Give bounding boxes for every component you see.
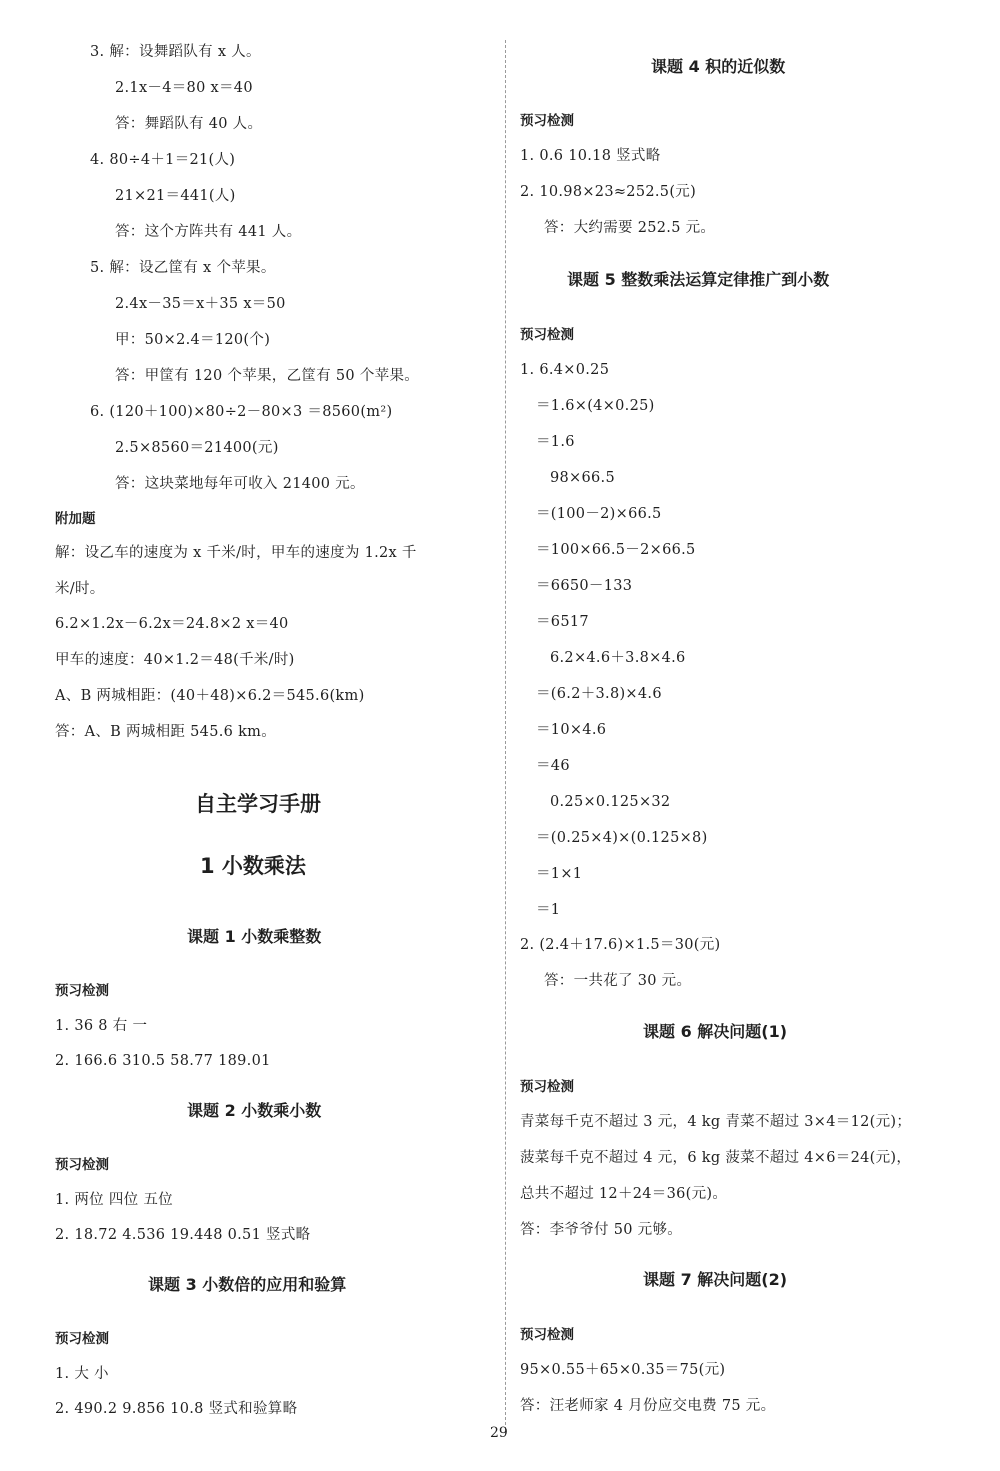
lesson-2-line-2: 2. 18.72 4.536 19.448 0.51 竖式略 [55, 1227, 311, 1243]
lesson-5-title: 课题 5 整数乘法运算定律推广到小数 [567, 270, 830, 289]
extra-line-1: 解：设乙车的速度为 x 千米/时，甲车的速度为 1.2x 千 [55, 545, 417, 561]
lesson-5-line-15: ＝1×1 [536, 866, 583, 882]
lesson-5-line-1: 1. 6.4×0.25 [520, 362, 610, 378]
lesson-2-title: 课题 2 小数乘小数 [187, 1101, 322, 1120]
lesson-2-line-1: 1. 两位 四位 五位 [55, 1192, 173, 1208]
lesson-1-title: 课题 1 小数乘整数 [187, 927, 322, 946]
answer-4-line-1: 4. 80÷4＋1＝21(人) [90, 152, 236, 168]
lesson-4-line-3: 答：大约需要 252.5 元。 [544, 220, 716, 236]
lesson-5-line-4: 98×66.5 [550, 470, 615, 486]
manual-title: 自主学习手册 [195, 792, 321, 816]
lesson-6-line-2: 菠菜每千克不超过 4 元，6 kg 菠菜不超过 4×6＝24(元)， [520, 1150, 912, 1166]
lesson-5-line-13: 0.25×0.125×32 [550, 794, 671, 810]
lesson-5-line-10: ＝(6.2＋3.8)×4.6 [536, 686, 662, 702]
answer-5-line-3: 甲：50×2.4＝120(个) [115, 332, 271, 348]
lesson-5-line-14: ＝(0.25×4)×(0.125×8) [536, 830, 708, 846]
lesson-3-subtitle: 预习检测 [55, 1331, 109, 1347]
lesson-1-line-1: 1. 36 8 右 一 [55, 1018, 148, 1034]
lesson-6-title: 课题 6 解决问题(1) [643, 1022, 788, 1041]
lesson-5-line-17: 2. (2.4＋17.6)×1.5＝30(元) [520, 937, 721, 953]
lesson-1-subtitle: 预习检测 [55, 983, 109, 999]
lesson-5-line-16: ＝1 [536, 902, 561, 918]
page-number: 29 [490, 1425, 508, 1441]
lesson-5-line-18: 答：一共花了 30 元。 [544, 973, 692, 989]
extra-line-2: 米/时。 [55, 581, 105, 597]
answer-6-line-2: 2.5×8560＝21400(元) [115, 440, 279, 456]
answer-4-line-3: 答：这个方阵共有 441 人。 [115, 224, 302, 240]
lesson-3-title: 课题 3 小数倍的应用和验算 [148, 1275, 347, 1294]
unit-title: 1 小数乘法 [200, 854, 306, 878]
lesson-6-line-4: 答：李爷爷付 50 元够。 [520, 1222, 683, 1238]
lesson-7-line-1: 95×0.55＋65×0.35＝75(元) [520, 1362, 726, 1378]
answer-6-line-3: 答：这块菜地每年可收入 21400 元。 [115, 476, 365, 492]
lesson-5-line-7: ＝6650－133 [536, 578, 633, 594]
extra-line-6: 答：A、B 两城相距 545.6 km。 [55, 724, 276, 740]
lesson-5-line-11: ＝10×4.6 [536, 722, 607, 738]
answer-3-line-1: 3. 解：设舞蹈队有 x 人。 [90, 44, 261, 60]
column-divider [505, 40, 506, 1435]
lesson-6-line-1: 青菜每千克不超过 3 元，4 kg 青菜不超过 3×4＝12(元)； [520, 1114, 912, 1130]
lesson-5-line-9: 6.2×4.6＋3.8×4.6 [550, 650, 686, 666]
lesson-2-subtitle: 预习检测 [55, 1157, 109, 1173]
lesson-4-title: 课题 4 积的近似数 [651, 57, 786, 76]
lesson-7-line-2: 答：汪老师家 4 月份应交电费 75 元。 [520, 1398, 776, 1414]
extra-line-5: A、B 两城相距：(40＋48)×6.2＝545.6(km) [55, 688, 365, 704]
lesson-5-line-2: ＝1.6×(4×0.25) [536, 398, 655, 414]
lesson-7-title: 课题 7 解决问题(2) [643, 1270, 788, 1289]
extra-line-3: 6.2×1.2x－6.2x＝24.8×2 x＝40 [55, 616, 289, 632]
answer-5-line-2: 2.4x－35＝x＋35 x＝50 [115, 296, 286, 312]
extra-question-title: 附加题 [55, 511, 96, 527]
lesson-5-line-5: ＝(100－2)×66.5 [536, 506, 662, 522]
answer-4-line-2: 21×21＝441(人) [115, 188, 236, 204]
answer-3-line-2: 2.1x－4＝80 x＝40 [115, 80, 253, 96]
lesson-6-subtitle: 预习检测 [520, 1079, 574, 1095]
lesson-3-line-1: 1. 大 小 [55, 1366, 109, 1382]
answer-6-line-1: 6. (120＋100)×80÷2－80×3 ＝8560(m²) [90, 404, 393, 420]
answer-5-line-1: 5. 解：设乙筐有 x 个苹果。 [90, 260, 276, 276]
lesson-6-line-3: 总共不超过 12＋24＝36(元)。 [520, 1186, 728, 1202]
lesson-7-subtitle: 预习检测 [520, 1327, 574, 1343]
lesson-5-line-3: ＝1.6 [536, 434, 575, 450]
lesson-4-line-1: 1. 0.6 10.18 竖式略 [520, 148, 661, 164]
lesson-3-line-2: 2. 490.2 9.856 10.8 竖式和验算略 [55, 1401, 298, 1417]
lesson-5-line-6: ＝100×66.5－2×66.5 [536, 542, 696, 558]
lesson-5-line-8: ＝6517 [536, 614, 589, 630]
lesson-4-subtitle: 预习检测 [520, 113, 574, 129]
lesson-4-line-2: 2. 10.98×23≈252.5(元) [520, 184, 697, 200]
lesson-5-subtitle: 预习检测 [520, 327, 574, 343]
lesson-5-line-12: ＝46 [536, 758, 570, 774]
answer-5-line-4: 答：甲筐有 120 个苹果，乙筐有 50 个苹果。 [115, 368, 420, 384]
answer-3-line-3: 答：舞蹈队有 40 人。 [115, 116, 263, 132]
extra-line-4: 甲车的速度：40×1.2＝48(千米/时) [55, 652, 295, 668]
lesson-1-line-2: 2. 166.6 310.5 58.77 189.01 [55, 1053, 271, 1069]
